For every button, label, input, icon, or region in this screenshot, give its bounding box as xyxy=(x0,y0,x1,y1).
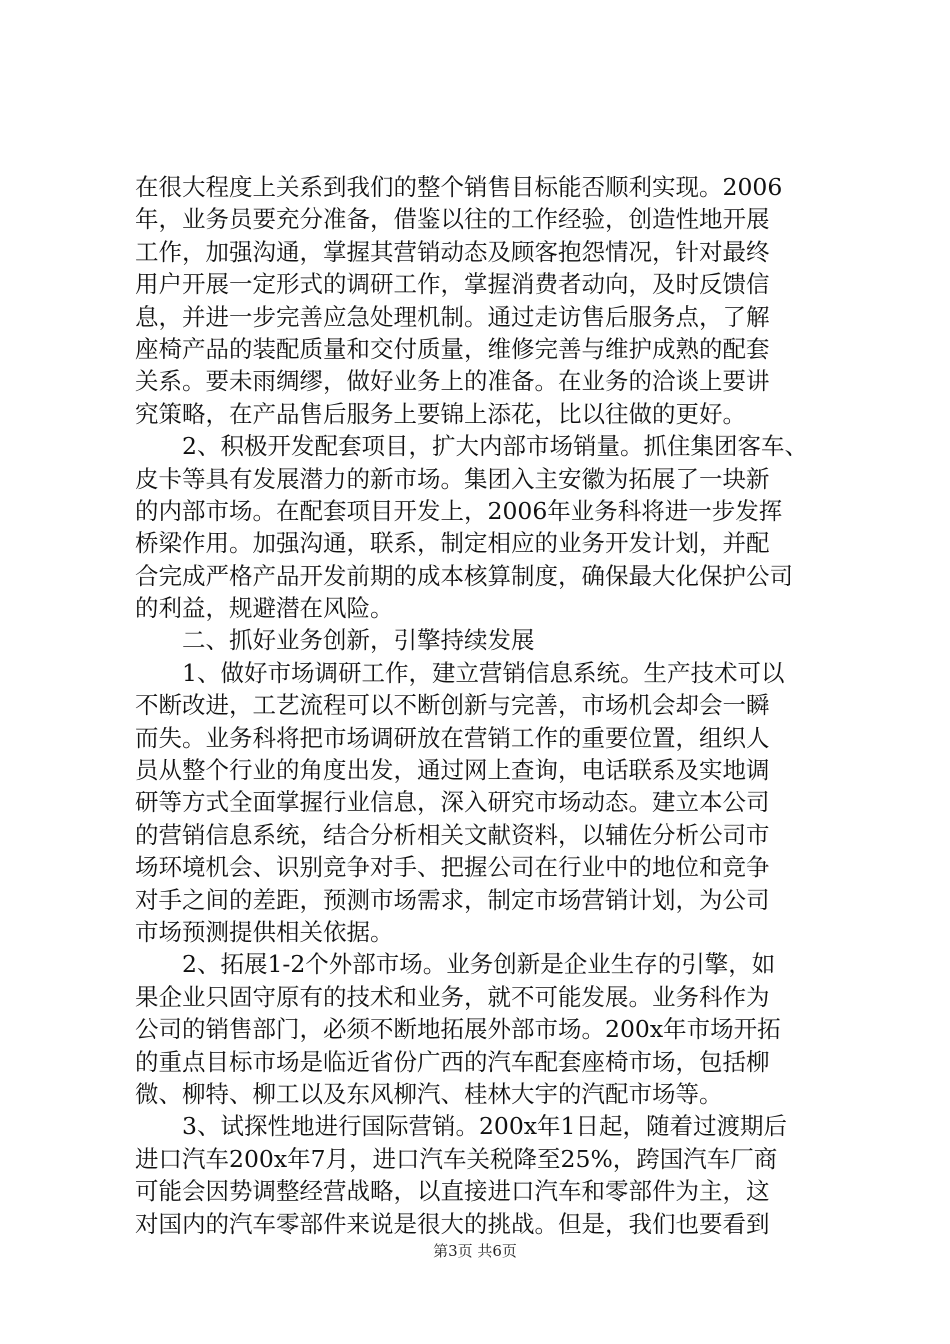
text-line: 对手之间的差距，预测市场需求，制定市场营销计划，为公司 xyxy=(135,885,770,914)
text-line: 在很大程度上关系到我们的整个销售目标能否顺利实现。2006 xyxy=(135,173,783,201)
text-line: 2、积极开发配套项目，扩大内部市场销量。抓住集团客车、 xyxy=(182,432,808,461)
text-line: 工作，加强沟通，掌握其营销动态及顾客抱怨情况，针对最终 xyxy=(135,237,770,266)
text-line: 微、柳特、柳工以及东风柳汽、桂林大宇的汽配市场等。 xyxy=(135,1079,723,1108)
text-line: 的内部市场。在配套项目开发上，2006年业务科将进一步发挥 xyxy=(135,496,783,525)
text-line: 桥梁作用。加强沟通，联系，制定相应的业务开发计划，并配 xyxy=(135,529,770,558)
text-line: 用户开展一定形式的调研工作，掌握消费者动向，及时反馈信 xyxy=(135,270,770,299)
text-line: 的重点目标市场是临近省份广西的汽车配套座椅市场，包括柳 xyxy=(135,1047,770,1076)
text-line: 研等方式全面掌握行业信息，深入研究市场动态。建立本公司 xyxy=(135,788,770,817)
text-line: 可能会因势调整经营战略，以直接进口汽车和零部件为主，这 xyxy=(135,1177,770,1206)
text-line: 合完成严格产品开发前期的成本核算制度，确保最大化保护公司 xyxy=(135,561,793,590)
text-line: 的营销信息系统，结合分析相关文献资料，以辅佐分析公司市 xyxy=(135,820,770,849)
text-line: 公司的销售部门，必须不断地拓展外部市场。200x年市场开拓 xyxy=(135,1015,781,1044)
text-line: 果企业只固守原有的技术和业务，就不可能发展。业务科作为 xyxy=(135,982,770,1011)
text-line: 对国内的汽车零部件来说是很大的挑战。但是，我们也要看到 xyxy=(135,1209,770,1238)
text-line: 2、拓展1-2个外部市场。业务创新是企业生存的引擎，如 xyxy=(182,950,776,979)
text-line: 进口汽车200x年7月，进口汽车关税降至25%，跨国汽车厂商 xyxy=(135,1144,778,1173)
text-line: 息，并进一步完善应急处理机制。通过走访售后服务点，了解 xyxy=(135,302,770,331)
text-line: 1、做好市场调研工作，建立营销信息系统。生产技术可以 xyxy=(182,658,785,687)
text-line: 3、试探性地进行国际营销。200x年1日起，随着过渡期后 xyxy=(182,1112,788,1141)
text-line: 员从整个行业的角度出发，通过网上查询，电话联系及实地调 xyxy=(135,756,770,785)
text-line: 究策略，在产品售后服务上要锦上添花，比以往做的更好。 xyxy=(135,399,746,428)
text-line: 关系。要未雨绸缪，做好业务上的准备。在业务的洽谈上要讲 xyxy=(135,367,770,396)
body-text xyxy=(135,171,825,1240)
text-line: 的利益，规避潜在风险。 xyxy=(135,594,394,623)
page-number-footer: 第3页 共6页 xyxy=(433,1242,517,1260)
text-line: 市场预测提供相关依据。 xyxy=(135,917,394,946)
text-line: 而失。业务科将把市场调研放在营销工作的重要位置，组织人 xyxy=(135,723,770,752)
text-line: 场环境机会、识别竞争对手、把握公司在行业中的地位和竞争 xyxy=(135,853,770,882)
text-line: 年，业务员要充分准备，借鉴以往的工作经验，创造性地开展 xyxy=(135,205,770,234)
text-line: 皮卡等具有发展潜力的新市场。集团入主安徽为拓展了一块新 xyxy=(135,464,770,493)
text-line: 座椅产品的装配质量和交付质量，维修完善与维护成熟的配套 xyxy=(135,334,770,363)
text-line: 不断改进，工艺流程可以不断创新与完善，市场机会却会一瞬 xyxy=(135,691,770,720)
section-heading: 二、抓好业务创新，引擎持续发展 xyxy=(182,626,535,655)
